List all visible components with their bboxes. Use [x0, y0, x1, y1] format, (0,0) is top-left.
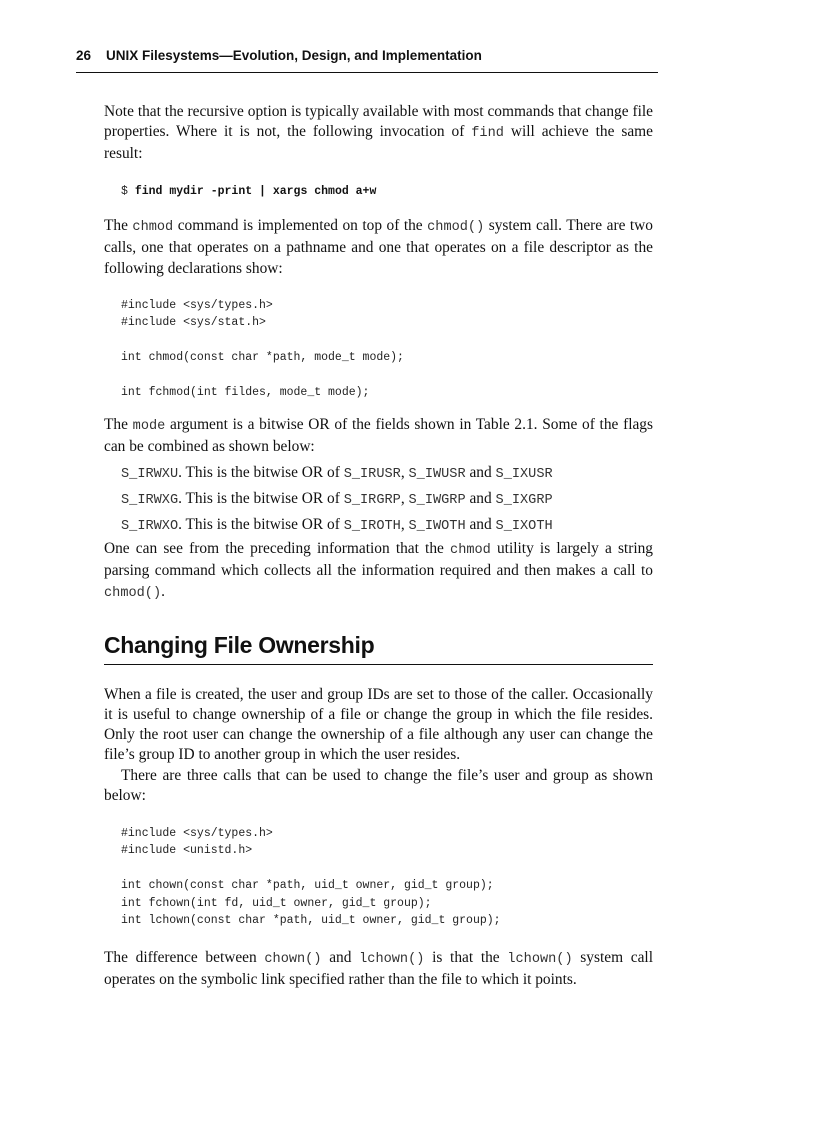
code-line: #include <unistd.h>: [121, 844, 253, 858]
code-block-chown-declarations: [104, 825, 653, 930]
paragraph-chmod-utility: One can see from the preceding information that the chmod utility is largely a string parsing command which collects all the information required and then makes a call to chmod().: [104, 540, 653, 601]
code-line: int fchmod(int fildes, mode_t mode);: [121, 386, 370, 400]
book-title: UNIX Filesystems—Evolution, Design, and Implementation: [106, 48, 482, 63]
code-line: [121, 860, 653, 878]
inline-code-find: find: [471, 126, 504, 142]
code-line: int chown(const char *path, uid_t owner, gid_t group);: [121, 879, 494, 893]
paragraph-chown-vs-lchown: The difference between chown() and lchown() is that the lchown() system call operates on the symbolic link specified rather than the file to which it points.: [104, 948, 653, 989]
command-example: $ find mydir -print | xargs chmod a+w: [121, 184, 377, 198]
flag-item: S_IRWXG. This is the bitwise OR of S_IRGRP, S_IWGRP and S_IXGRP: [121, 490, 553, 509]
code-line: int lchown(const char *path, uid_t owner, gid_t group);: [121, 914, 501, 928]
section-heading: Changing File Ownership: [104, 632, 653, 665]
code-line: #include <sys/stat.h>: [121, 316, 266, 330]
flag-item: S_IRWXU. This is the bitwise OR of S_IRUSR, S_IWUSR and S_IXUSR: [121, 464, 553, 483]
code-line: [121, 332, 653, 350]
paragraph-mode-argument: The mode argument is a bitwise OR of the fields shown in Table 2.1. Some of the flags can be combined as shown below:: [104, 415, 653, 455]
paragraph-recursive-option: Note that the recursive option is typically available with most commands that change file properties. Where it is not, the following invocation of find will achieve the same result:: [104, 103, 653, 163]
code-line: #include <sys/types.h>: [121, 826, 273, 840]
code-line: #include <sys/types.h>: [121, 298, 273, 312]
page-body: [104, 102, 653, 990]
flag-item: S_IRWXO. This is the bitwise OR of S_IROTH, S_IWOTH and S_IXOTH: [121, 516, 553, 535]
code-line: int fchown(int fd, uid_t owner, gid_t group);: [121, 896, 432, 910]
paragraph-three-calls: There are three calls that can be used to change the file’s user and group as shown below:: [104, 766, 653, 804]
flag-list: [104, 460, 653, 538]
paragraph-file-ownership: When a file is created, the user and group IDs are set to those of the caller. Occasionally it is useful to change ownership of a file or change the group in which the file resides. Only the root user can change the ownership of a file although any user can change the file’s group ID to another group in which the user resides.: [104, 685, 653, 764]
paragraph-chmod-implementation: The chmod command is implemented on top of the chmod() system call. There are two calls, one that operates on a pathname and one that operates on a file descriptor as the following declarations show:: [104, 217, 653, 277]
page-number: 26: [76, 48, 92, 63]
code-block-chmod-declarations: [104, 297, 653, 402]
code-line: int chmod(const char *path, mode_t mode);: [121, 351, 404, 365]
code-line: [121, 367, 653, 385]
running-header: [76, 46, 658, 73]
find-xargs-command: find mydir -print | xargs chmod a+w: [134, 184, 377, 198]
